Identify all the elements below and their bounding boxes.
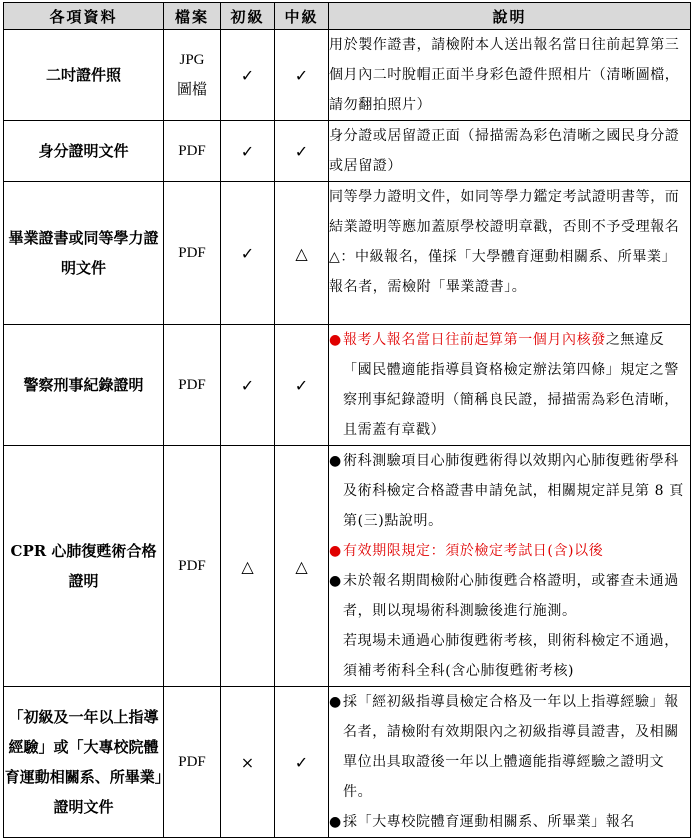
intermediate-triangle-mark: △ (275, 182, 329, 325)
row-description (329, 325, 691, 446)
required-documents-table (3, 2, 691, 838)
highlight-text: 報考人報名當日往前起算第一個月內核發 (343, 332, 606, 348)
basic-check-mark: ✓ (221, 121, 275, 182)
file-type-line: JPG (179, 52, 205, 68)
row-file-type (164, 30, 221, 121)
row-item-id: 身分證明文件 (4, 121, 164, 182)
bullet-icon: ● (329, 332, 342, 348)
bullet-text: 未於報名期間檢附心肺復甦合格證明，或審查未通過者，則以現場術科測驗後進行施測。 (343, 573, 679, 619)
bullet-text: 採「大專校院體育運動相關系、所畢業」報名 (343, 814, 635, 830)
row-item-experience: 「初級及一年以上指導經驗」或「大專校院體育運動相關系、所畢業」證明文件 (4, 687, 164, 838)
row-file-type: PDF (164, 325, 221, 446)
row-description: 身分證或居留證正面（掃描需為彩色清晰之國民身分證或居留證） (329, 121, 691, 182)
row-description (329, 446, 691, 687)
bullet-text: 之無違反「國民體適能指導員資格檢定辦法第四條」規定之警察刑事紀錄證明（簡稱良民證，掃描需為彩色清晰，且需蓋有章戳） (343, 332, 679, 438)
bullet-item (329, 687, 690, 807)
intermediate-check-mark: ✓ (275, 30, 329, 121)
row-item-police-record: 警察刑事紀錄證明 (4, 325, 164, 446)
row-item-cpr: CPR 心肺復甦術合格證明 (4, 446, 164, 687)
header-description: 說明 (329, 3, 691, 30)
row-file-type: PDF (164, 687, 221, 838)
row-description: 用於製作證書，請檢附本人送出報名當日往前起算第三個月內二吋脫帽正面半身彩色證件照相片（清晰圖檔，請勿翻拍照片） (329, 30, 691, 121)
table-row (4, 182, 691, 325)
bullet-icon: ● (329, 573, 342, 589)
bullet-item (329, 807, 690, 837)
bullet-continuation: 若現場未通過心肺復甦術考核，則術科檢定不通過，須補考術科全科(含心肺復甦術考核) (343, 633, 679, 679)
bullet-icon: ● (329, 453, 342, 469)
bullet-item (329, 446, 690, 536)
table-row (4, 30, 691, 121)
table-row (4, 687, 691, 838)
row-file-type: PDF (164, 182, 221, 325)
header-intermediate: 中級 (275, 3, 329, 30)
table-row (4, 325, 691, 446)
bullet-text: 有效期限規定：須於檢定考試日(含)以後 (343, 543, 604, 559)
bullet-icon: ● (329, 814, 342, 830)
header-file: 檔案 (164, 3, 221, 30)
bullet-icon: ● (329, 694, 342, 710)
row-item-diploma: 畢業證書或同等學力證明文件 (4, 182, 164, 325)
basic-check-mark: ✓ (221, 325, 275, 446)
intermediate-check-mark: ✓ (275, 121, 329, 182)
description-paragraph: △：中級報名，僅採「大學體育運動相關系、所畢業」報名者，需檢附「畢業證書」。 (329, 249, 677, 295)
description-paragraph: 同等學力證明文件，如同等學力鑑定考試證明書等，而結業證明等應加蓋原學校證明章戳，否則不予受理報名 (329, 189, 680, 235)
row-file-type: PDF (164, 121, 221, 182)
bullet-item (329, 536, 690, 566)
row-file-type: PDF (164, 446, 221, 687)
bullet-text: 採「經初級指導員檢定合格及一年以上指導經驗」報名者，請檢附有效期限內之初級指導員證書，及相關單位出具取證後一年以上體適能指導經驗之證明文件。 (343, 694, 679, 800)
table-row (4, 446, 691, 687)
basic-cross-mark: × (221, 687, 275, 838)
intermediate-check-mark: ✓ (275, 687, 329, 838)
bullet-icon: ● (329, 543, 342, 559)
file-type-line: 圖檔 (176, 82, 207, 98)
intermediate-triangle-mark: △ (275, 446, 329, 687)
bullet-text: 術科測驗項目心肺復甦術得以效期內心肺復甦術學科及術科檢定合格證書申請免試，相關規定詳見第 8 頁第(三)點說明。 (343, 453, 684, 529)
table-row (4, 121, 691, 182)
basic-triangle-mark: △ (221, 446, 275, 687)
header-basic: 初級 (221, 3, 275, 30)
row-description (329, 182, 691, 325)
basic-check-mark: ✓ (221, 182, 275, 325)
bullet-item (329, 566, 690, 626)
intermediate-check-mark: ✓ (275, 325, 329, 446)
header-item: 各項資料 (4, 3, 164, 30)
basic-check-mark: ✓ (221, 30, 275, 121)
bullet-item (329, 325, 690, 445)
table-header-row (4, 3, 691, 30)
row-item-photo: 二吋證件照 (4, 30, 164, 121)
row-description (329, 687, 691, 838)
